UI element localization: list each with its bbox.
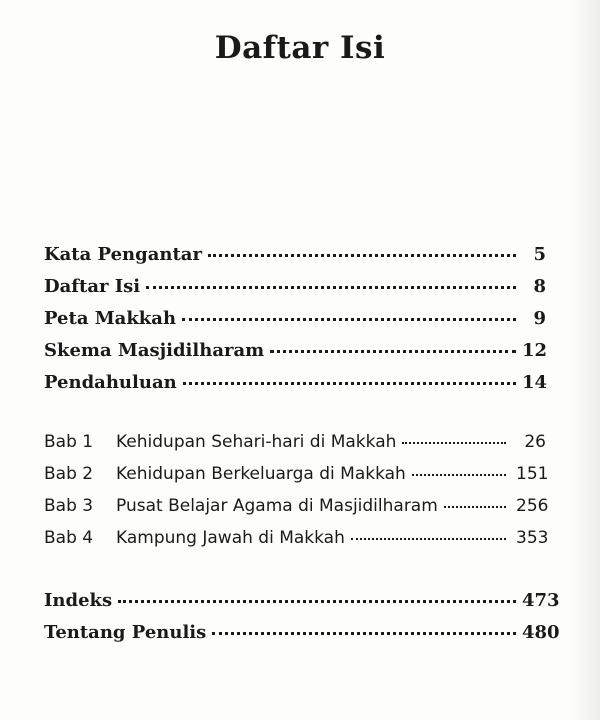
toc-entry-label: Pendahuluan — [44, 372, 177, 393]
chapter-number: Bab 3 — [44, 496, 94, 516]
dot-leader — [402, 441, 506, 444]
toc-entry-label: Kata Pengantar — [44, 244, 202, 265]
toc-page-number: 480 — [522, 622, 560, 643]
toc-chapter-entry[interactable] — [44, 464, 549, 492]
toc-entry[interactable] — [44, 276, 546, 304]
toc-entry[interactable] — [44, 622, 560, 650]
toc-chapter-entry[interactable] — [44, 496, 549, 524]
toc-entry-label: Kehidupan Berkeluarga di Makkah — [116, 464, 406, 484]
toc-page-number: 353 — [516, 528, 549, 548]
toc-page-number: 151 — [516, 464, 549, 484]
toc-page-number: 256 — [516, 496, 549, 516]
dot-leader — [270, 349, 516, 353]
page-edge-shadow — [570, 0, 600, 720]
toc-entry[interactable] — [44, 372, 546, 400]
dot-leader — [182, 317, 516, 321]
dot-leader — [208, 253, 516, 257]
toc-entry-label: Pusat Belajar Agama di Masjidilharam — [116, 496, 438, 516]
toc-entry-label: Kehidupan Sehari-hari di Makkah — [116, 432, 397, 452]
toc-entry-label: Indeks — [44, 590, 113, 611]
toc-page-number: 5 — [533, 244, 546, 265]
dot-leader — [146, 285, 516, 289]
toc-page-number: 9 — [533, 308, 546, 329]
chapter-number: Bab 2 — [44, 464, 94, 484]
toc-chapter-entry[interactable] — [44, 432, 546, 460]
dot-leader — [412, 473, 506, 476]
dot-leader — [212, 631, 516, 635]
toc-page-number: 14 — [522, 372, 548, 393]
toc-entry-label: Kampung Jawah di Makkah — [116, 528, 345, 548]
toc-page-number: 26 — [524, 432, 546, 452]
toc-entry-label: Skema Masjidilharam — [44, 340, 265, 361]
page-title: Daftar Isi — [214, 30, 386, 66]
toc-page-number: 8 — [533, 276, 546, 297]
dot-leader — [351, 537, 506, 540]
chapter-number: Bab 1 — [44, 432, 94, 452]
toc-entry[interactable] — [44, 244, 546, 272]
toc-entry-label: Peta Makkah — [44, 308, 177, 329]
toc-page-number: 12 — [522, 340, 548, 361]
toc-entry-label: Daftar Isi — [44, 276, 141, 297]
dot-leader — [118, 599, 516, 603]
toc-chapter-entry[interactable] — [44, 528, 549, 556]
dot-leader — [183, 381, 516, 385]
chapter-number: Bab 4 — [44, 528, 94, 548]
toc-entry[interactable] — [44, 590, 560, 618]
toc-entry[interactable] — [44, 308, 546, 336]
dot-leader — [444, 505, 506, 508]
toc-entry[interactable] — [44, 340, 546, 368]
toc-entry-label: Tentang Penulis — [44, 622, 207, 643]
toc-page-number: 473 — [522, 590, 560, 611]
